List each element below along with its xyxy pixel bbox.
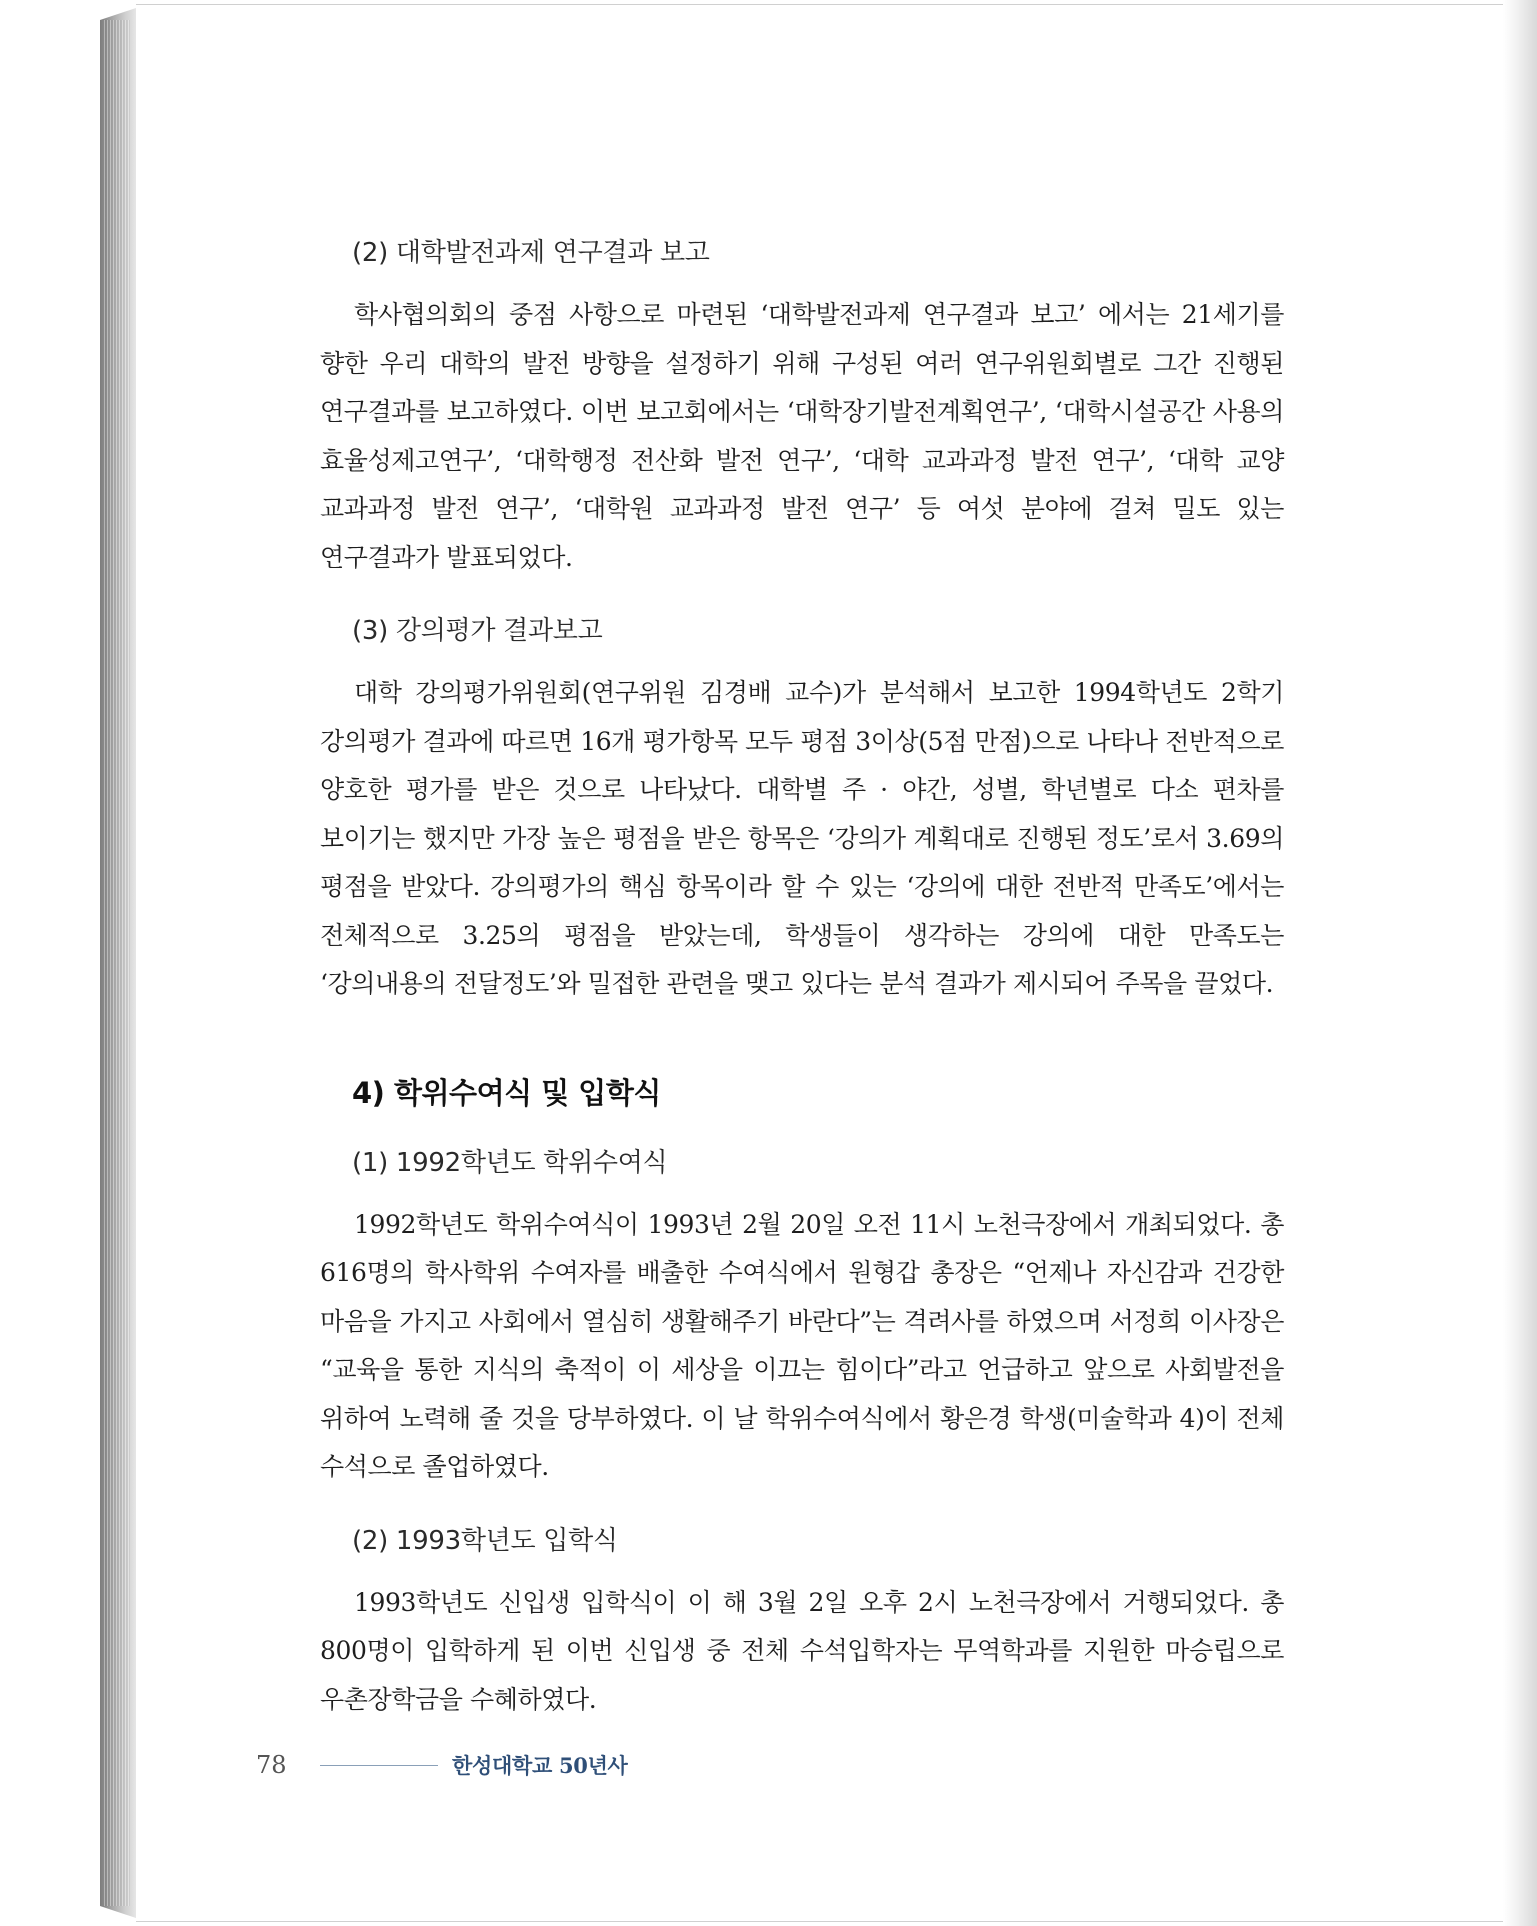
section-title-graduation: (1) 1992학년도 학위수여식 <box>352 1147 668 1178</box>
section-title-entrance: (2) 1993학년도 입학식 <box>352 1525 618 1556</box>
section-body-graduation: 1992학년도 학위수여식이 1993년 2월 20일 오전 11시 노천극장에서 개최되었다. 총 616명의 학사학위 수여자를 배출한 수여식에서 원형갑 총장은 “언제나 자신감과 건강한 마음을 가지고 사회에서 열심히 생활해주기 바란다”는 격려사를 하였으며 서정희 이사장은 “교육을 통한 지식의 축적이 이 세상을 이끄는 힘이다”라고 언급하고 앞으로 사회발전을 위하여 노력해 줄 것을 당부하였다. 이 날 학위수여식에서 황은경 학생(미술학과 4)이 전체 수석으로 졸업하였다. <box>320 1209 1284 1481</box>
section-body-research-report: 학사협의회의 중점 사항으로 마련된 ‘대학발전과제 연구결과 보고’ 에서는 21세기를 향한 우리 대학의 발전 방향을 설정하기 위해 구성된 여러 연구위원회별로 그간 진행된 연구결과를 보고하였다. 이번 보고회에서는 ‘대학장기발전계획연구’, ‘대학시설공간 사용의 효율성제고연구’, ‘대학행정 전산화 발전 연구’, ‘대학 교과과정 발전 연구’, ‘대학 교양 교과과정 발전 연구’, ‘대학원 교과과정 발전 연구’ 등 여섯 분야에 걸쳐 밀도 있는 연구결과가 발표되었다. <box>320 300 1284 572</box>
chapter-heading-ceremonies: 4) 학위수여식 및 입학식 <box>352 1075 661 1110</box>
section-title-research-report: (2) 대학발전과제 연구결과 보고 <box>352 238 710 268</box>
section-body-entrance: 1993학년도 신입생 입학식이 이 해 3월 2일 오후 2시 노천극장에서 거행되었다. 총 800명이 입학하게 된 이번 신입생 중 전체 수석입학자는 무역학과를 지원한 마승립으로 우촌장학금을 수혜하였다. <box>320 1587 1284 1714</box>
section-title-lecture-evaluation: (3) 강의평가 결과보고 <box>352 616 603 646</box>
page-number: 78 <box>256 1751 287 1779</box>
page-content <box>320 232 1284 1724</box>
footer-divider <box>320 1765 438 1766</box>
page-shadow <box>1503 0 1537 1926</box>
book-page-edges <box>104 20 130 1906</box>
page-footer <box>256 1748 628 1782</box>
section-body-lecture-evaluation: 대학 강의평가위원회(연구위원 김경배 교수)가 분석해서 보고한 1994학년도 2학기 강의평가 결과에 따르면 16개 평가항목 모두 평점 3이상(5점 만점)으로 나타나 전반적으로 양호한 평가를 받은 것으로 나타났다. 대학별 주 · 야간, 성별, 학년별로 다소 편차를 보이기는 했지만 가장 높은 평점을 받은 항목은 ‘강의가 계획대로 진행된 정도’로서 3.69의 평점을 받았다. 강의평가의 핵심 항목이라 할 수 있는 ‘강의에 대한 전반적 만족도’에서는 전체적으로 3.25의 평점을 받았는데, 학생들이 생각하는 강의에 대한 만족도는 ‘강의내용의 전달정도’와 밀접한 관련을 맺고 있다는 분석 결과가 제시되어 주목을 끌었다. <box>320 678 1284 998</box>
book-title: 한성대학교 50년사 <box>452 1753 628 1778</box>
